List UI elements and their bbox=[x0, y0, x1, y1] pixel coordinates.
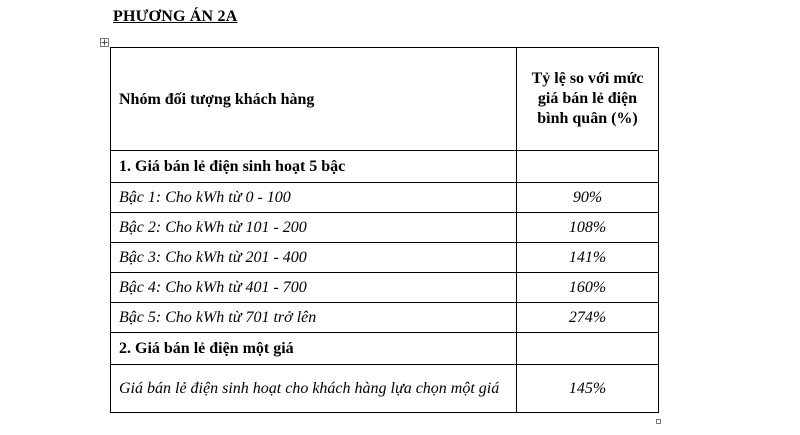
tier-value: 90% bbox=[517, 183, 659, 213]
table-row bbox=[111, 303, 659, 333]
header-customer-group: Nhóm đối tượng khách hàng bbox=[111, 48, 517, 151]
tier-label: Bậc 5: Cho kWh từ 701 trở lên bbox=[111, 303, 517, 333]
table-header-row bbox=[111, 48, 659, 151]
tier-label: Bậc 1: Cho kWh từ 0 - 100 bbox=[111, 183, 517, 213]
header-rate-ratio: Tỷ lệ so với mức giá bán lẻ điện bình quân (%) bbox=[517, 48, 659, 151]
section-row-single-price bbox=[111, 333, 659, 365]
section-label: 1. Giá bán lẻ điện sinh hoạt 5 bậc bbox=[111, 151, 517, 183]
table-row-single-price bbox=[111, 365, 659, 413]
tier-value: 108% bbox=[517, 213, 659, 243]
tier-label: Bậc 4: Cho kWh từ 401 - 700 bbox=[111, 273, 517, 303]
document-title: PHƯƠNG ÁN 2A bbox=[113, 8, 238, 25]
single-price-label: Giá bán lẻ điện sinh hoạt cho khách hàng lựa chọn một giá bbox=[111, 365, 517, 413]
table-row bbox=[111, 183, 659, 213]
table-row bbox=[111, 243, 659, 273]
tier-label: Bậc 2: Cho kWh từ 101 - 200 bbox=[111, 213, 517, 243]
table-move-handle-icon[interactable] bbox=[100, 38, 109, 47]
tier-label: Bậc 3: Cho kWh từ 201 - 400 bbox=[111, 243, 517, 273]
single-price-value: 145% bbox=[517, 365, 659, 413]
tariff-ratio-table bbox=[110, 47, 659, 413]
tier-value: 141% bbox=[517, 243, 659, 273]
section-value bbox=[517, 333, 659, 365]
table-row bbox=[111, 213, 659, 243]
tier-value: 160% bbox=[517, 273, 659, 303]
section-label: 2. Giá bán lẻ điện một giá bbox=[111, 333, 517, 365]
tier-value: 274% bbox=[517, 303, 659, 333]
table-resize-handle-icon[interactable] bbox=[656, 419, 661, 424]
section-row-five-tier bbox=[111, 151, 659, 183]
table-row bbox=[111, 273, 659, 303]
section-value bbox=[517, 151, 659, 183]
